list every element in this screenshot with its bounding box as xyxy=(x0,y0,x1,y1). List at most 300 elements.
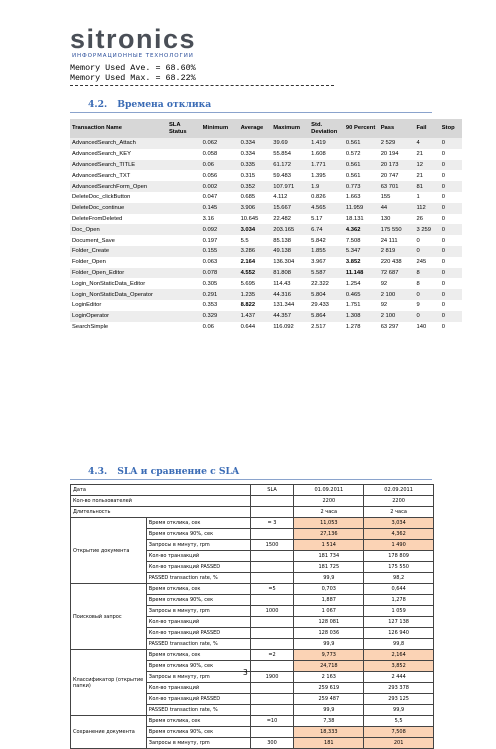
table-cell: 11.959 xyxy=(344,203,379,214)
table-cell: 3.967 xyxy=(309,257,344,268)
table-cell xyxy=(167,246,201,257)
table-cell: 3.034 xyxy=(239,224,272,235)
value-d1: 181 725 xyxy=(294,562,364,573)
column-header: Transaction Name xyxy=(70,119,167,138)
sla-value xyxy=(250,595,294,606)
metric-label: Кол-во транзакций xyxy=(146,617,250,628)
table-row xyxy=(70,311,462,322)
table-cell: 0.315 xyxy=(239,170,272,181)
table-cell: 0 xyxy=(440,192,462,203)
table-row xyxy=(71,518,434,529)
table-cell: 85.138 xyxy=(271,235,309,246)
sla-value: =5 xyxy=(250,584,294,595)
value-d1: 9,773 xyxy=(294,650,364,661)
table-cell: 2 100 xyxy=(379,289,415,300)
transaction-name: DeleteDoc_continue xyxy=(70,203,167,214)
table-cell: 22.482 xyxy=(271,214,309,225)
table-row xyxy=(70,214,462,225)
table-cell xyxy=(167,278,201,289)
table-row xyxy=(71,650,434,661)
table-cell xyxy=(167,224,201,235)
section-4-3-heading: 4.3. SLA и сравнение с SLA xyxy=(88,466,240,477)
table-cell: 107.971 xyxy=(271,181,309,192)
metric-label: Кол-во транзакций xyxy=(146,551,250,562)
table-cell: 15.667 xyxy=(271,203,309,214)
table-row xyxy=(70,138,462,149)
table-cell: 0 xyxy=(440,170,462,181)
table-cell: 0.305 xyxy=(201,278,239,289)
table-cell: 0.685 xyxy=(239,192,272,203)
table-cell: 39.69 xyxy=(271,138,309,149)
table-cell: 21 xyxy=(415,149,440,160)
table-cell: 220 438 xyxy=(379,257,415,268)
sla-value: 1900 xyxy=(250,672,294,683)
value-d1: 99,9 xyxy=(294,639,364,650)
transaction-name: Login_NonStaticData_Editor xyxy=(70,278,167,289)
metric-label: Кол-во транзакций PASSED xyxy=(146,694,250,705)
sla-value xyxy=(250,639,294,650)
table-cell: 61.172 xyxy=(271,160,309,171)
table-cell: 2 100 xyxy=(379,311,415,322)
table-cell: 20 194 xyxy=(379,149,415,160)
table-cell: 1.855 xyxy=(309,246,344,257)
table-cell: 29.433 xyxy=(309,300,344,311)
group-name: Сохранение документа xyxy=(71,716,147,749)
table-cell xyxy=(167,322,201,333)
table-row xyxy=(71,507,434,518)
value-d2: 99,9 xyxy=(364,705,434,716)
dashed-divider xyxy=(70,85,334,86)
table-cell: 0 xyxy=(440,235,462,246)
table-cell: 55.854 xyxy=(271,149,309,160)
table-row xyxy=(70,289,462,300)
table-cell: 0 xyxy=(440,181,462,192)
table-cell: 0.352 xyxy=(239,181,272,192)
table-cell: 4.362 xyxy=(344,224,379,235)
column-header: Std. Deviation xyxy=(309,119,344,138)
value-d2: 98,2 xyxy=(364,573,434,584)
sla-value: 1500 xyxy=(250,540,294,551)
column-header: Stop xyxy=(440,119,462,138)
table-cell: 8 xyxy=(415,268,440,279)
duration-label: Длительность xyxy=(71,507,251,518)
table-cell: 1.608 xyxy=(309,149,344,160)
table-row xyxy=(70,149,462,160)
table-cell: 0.826 xyxy=(309,192,344,203)
transaction-name: Doc_Open xyxy=(70,224,167,235)
table-cell xyxy=(167,170,201,181)
table-cell: 0 xyxy=(440,300,462,311)
table-cell: 0 xyxy=(440,257,462,268)
value-d2: 2,164 xyxy=(364,650,434,661)
page-number: 3 xyxy=(243,668,248,677)
value-d2: 3,034 xyxy=(364,518,434,529)
table-cell: 0.773 xyxy=(344,181,379,192)
value-d2: 2 444 xyxy=(364,672,434,683)
table-cell: 1.254 xyxy=(344,278,379,289)
table-cell: 5.864 xyxy=(309,311,344,322)
sla-value xyxy=(250,562,294,573)
table-cell: 92 xyxy=(379,300,415,311)
table-cell: 26 xyxy=(415,214,440,225)
sla-value: = 3 xyxy=(250,518,294,529)
table-row xyxy=(70,160,462,171)
table-cell: 63 297 xyxy=(379,322,415,333)
table-cell: 0 xyxy=(440,224,462,235)
metric-label: Время отклика 90%, сек xyxy=(146,727,250,738)
value-d1: 99,9 xyxy=(294,705,364,716)
table-cell: 2.517 xyxy=(309,322,344,333)
table-cell: 21 xyxy=(415,170,440,181)
value-d1: 27,136 xyxy=(294,529,364,540)
metric-label: Запросы в минуту, rpm xyxy=(146,540,250,551)
table-cell: 0 xyxy=(440,278,462,289)
table-cell: 20 747 xyxy=(379,170,415,181)
table-cell: 0.561 xyxy=(344,170,379,181)
table-cell xyxy=(167,149,201,160)
table-cell: 8.822 xyxy=(239,300,272,311)
table-cell: 5.804 xyxy=(309,289,344,300)
value-d1: 259 487 xyxy=(294,694,364,705)
value-d1: 0,703 xyxy=(294,584,364,595)
transaction-name: DeleteDoc_clickButton xyxy=(70,192,167,203)
table-cell: 0.06 xyxy=(201,322,239,333)
sla-value xyxy=(250,617,294,628)
sla-value xyxy=(250,694,294,705)
table-cell: 0.062 xyxy=(201,138,239,149)
table-row xyxy=(70,300,462,311)
metric-label: Кол-во транзакций PASSED xyxy=(146,562,250,573)
sla-value xyxy=(250,573,294,584)
table-cell: 0 xyxy=(440,149,462,160)
users-d1: 2200 xyxy=(294,496,364,507)
table-cell: 0.334 xyxy=(239,149,272,160)
metric-label: Запросы в минуту, rpm xyxy=(146,672,250,683)
table-cell: 0.465 xyxy=(344,289,379,300)
table-cell: 1.395 xyxy=(309,170,344,181)
table-cell: 0.058 xyxy=(201,149,239,160)
duration-d2: 2 часа xyxy=(364,507,434,518)
table-cell: 1.419 xyxy=(309,138,344,149)
table-cell: 0.561 xyxy=(344,160,379,171)
table-cell: 0 xyxy=(415,246,440,257)
sla-value xyxy=(250,727,294,738)
table-cell: 1 xyxy=(415,192,440,203)
table-cell xyxy=(167,160,201,171)
table-cell: 3.286 xyxy=(239,246,272,257)
value-d2: 1,278 xyxy=(364,595,434,606)
table-cell: 0 xyxy=(415,235,440,246)
response-time-table xyxy=(70,119,462,332)
table-row xyxy=(70,278,462,289)
transaction-name: Folder_Open_Editor xyxy=(70,268,167,279)
table-cell: 72 687 xyxy=(379,268,415,279)
sla-comparison-table xyxy=(70,484,434,749)
sla-header: SLA xyxy=(250,485,294,496)
table-row xyxy=(70,192,462,203)
table-cell: 131.344 xyxy=(271,300,309,311)
table-cell: 0.155 xyxy=(201,246,239,257)
table-cell xyxy=(167,138,201,149)
table-cell xyxy=(167,203,201,214)
table-cell: 0 xyxy=(440,289,462,300)
company-logo xyxy=(70,26,196,59)
value-d1: 1 067 xyxy=(294,606,364,617)
table-row xyxy=(70,224,462,235)
table-cell: 10.645 xyxy=(239,214,272,225)
table-cell: 3.16 xyxy=(201,214,239,225)
sla-value: =2 xyxy=(250,650,294,661)
metric-label: Время отклика 90%, сек xyxy=(146,595,250,606)
table-cell: 0.047 xyxy=(201,192,239,203)
column-header: SLA Status xyxy=(167,119,201,138)
table-cell: 0.561 xyxy=(344,138,379,149)
table-cell: 4.565 xyxy=(309,203,344,214)
metric-label: Время отклика, сек xyxy=(146,650,250,661)
table-cell: 0.056 xyxy=(201,170,239,181)
value-d2: 127 138 xyxy=(364,617,434,628)
table-row xyxy=(70,246,462,257)
table-cell: 1.437 xyxy=(239,311,272,322)
column-header: Pass xyxy=(379,119,415,138)
table-cell: 140 xyxy=(415,322,440,333)
table-cell: 0.092 xyxy=(201,224,239,235)
table-cell: 1.751 xyxy=(344,300,379,311)
table-cell xyxy=(167,181,201,192)
logo-wordmark: sitronics xyxy=(70,24,197,54)
table-cell: 4 xyxy=(415,138,440,149)
table-row xyxy=(70,257,462,268)
table-cell: 112 xyxy=(415,203,440,214)
table-cell: 116.092 xyxy=(271,322,309,333)
table-cell: 0.002 xyxy=(201,181,239,192)
table-row xyxy=(71,485,434,496)
transaction-name: AdvancedSearch_TXT xyxy=(70,170,167,181)
table-cell: 3.906 xyxy=(239,203,272,214)
table-cell: 8 xyxy=(415,278,440,289)
value-d2: 1 490 xyxy=(364,540,434,551)
value-d1: 128 081 xyxy=(294,617,364,628)
table-cell xyxy=(167,268,201,279)
value-d2: 4,362 xyxy=(364,529,434,540)
memory-average: Memory Used Ave. = 68.60% xyxy=(70,63,196,73)
table-cell: 0 xyxy=(440,203,462,214)
sla-value xyxy=(250,661,294,672)
value-d2: 99,8 xyxy=(364,639,434,650)
table-cell: 1.278 xyxy=(344,322,379,333)
group-name: Открытие документа xyxy=(71,518,147,584)
table-cell: 5.347 xyxy=(344,246,379,257)
table-row xyxy=(70,181,462,192)
value-d1: 1 514 xyxy=(294,540,364,551)
sla-value xyxy=(250,529,294,540)
users-d2: 2200 xyxy=(364,496,434,507)
transaction-name: Folder_Open xyxy=(70,257,167,268)
transaction-name: Folder_Create xyxy=(70,246,167,257)
table-cell: 0.291 xyxy=(201,289,239,300)
metric-label: Запросы в минуту, rpm xyxy=(146,738,250,749)
sla-value xyxy=(250,628,294,639)
table-cell xyxy=(167,311,201,322)
table-cell: 0 xyxy=(415,311,440,322)
table-row xyxy=(70,268,462,279)
table-cell: 49.138 xyxy=(271,246,309,257)
transaction-name: Login_NonStaticData_Operator xyxy=(70,289,167,300)
table-cell xyxy=(167,289,201,300)
value-d1: 11,053 xyxy=(294,518,364,529)
value-d2: 7,508 xyxy=(364,727,434,738)
metric-label: Время отклика, сек xyxy=(146,518,250,529)
group-name: Классификатор (открытие папки) xyxy=(71,650,147,716)
section-rule xyxy=(70,112,432,113)
table-cell: 44 xyxy=(379,203,415,214)
column-header: 90 Percent xyxy=(344,119,379,138)
table-cell: 1.235 xyxy=(239,289,272,300)
table-row xyxy=(70,203,462,214)
metric-label: PASSED transaction rate, % xyxy=(146,639,250,650)
sla-value xyxy=(250,705,294,716)
users-label: Кол-во пользователей xyxy=(71,496,251,507)
sla-value: 300 xyxy=(250,738,294,749)
table-cell: 2.164 xyxy=(239,257,272,268)
table-cell: 7.508 xyxy=(344,235,379,246)
table-cell: 1.771 xyxy=(309,160,344,171)
table-cell: 0 xyxy=(440,311,462,322)
table-cell: 5.587 xyxy=(309,268,344,279)
metric-label: PASSED transaction rate, % xyxy=(146,705,250,716)
table-cell xyxy=(167,192,201,203)
table-cell: 9 xyxy=(415,300,440,311)
table-cell: 1.9 xyxy=(309,181,344,192)
table-row xyxy=(70,170,462,181)
value-d1: 128 036 xyxy=(294,628,364,639)
table-cell: 1.663 xyxy=(344,192,379,203)
value-d2: 178 809 xyxy=(364,551,434,562)
table-cell: 44.357 xyxy=(271,311,309,322)
table-cell: 12 xyxy=(415,160,440,171)
table-cell: 0 xyxy=(440,246,462,257)
value-d2: 0,644 xyxy=(364,584,434,595)
table-cell: 11.148 xyxy=(344,268,379,279)
table-cell: 245 xyxy=(415,257,440,268)
value-d2: 126 940 xyxy=(364,628,434,639)
value-d1: 1,887 xyxy=(294,595,364,606)
table-cell: 2 529 xyxy=(379,138,415,149)
duration-d1: 2 часа xyxy=(294,507,364,518)
table-cell xyxy=(167,235,201,246)
table-cell xyxy=(167,300,201,311)
table-cell: 0.078 xyxy=(201,268,239,279)
column-header: Minimum xyxy=(201,119,239,138)
table-cell: 3 259 xyxy=(415,224,440,235)
table-cell: 136.304 xyxy=(271,257,309,268)
table-cell: 5.5 xyxy=(239,235,272,246)
table-row xyxy=(70,322,462,333)
table-cell: 81 xyxy=(415,181,440,192)
table-cell: 203.165 xyxy=(271,224,309,235)
section-rule xyxy=(70,479,432,480)
transaction-name: LoginOperator xyxy=(70,311,167,322)
transaction-name: AdvancedSearchForm_Open xyxy=(70,181,167,192)
value-d2: 3,852 xyxy=(364,661,434,672)
table-cell: 22.322 xyxy=(309,278,344,289)
value-d1: 2 163 xyxy=(294,672,364,683)
metric-label: Время отклика 90%, сек xyxy=(146,529,250,540)
table-cell: 0.329 xyxy=(201,311,239,322)
transaction-name: DeleteFromDeleted xyxy=(70,214,167,225)
transaction-name: SearchSimple xyxy=(70,322,167,333)
value-d1: 181 xyxy=(294,738,364,749)
table-cell: 0.334 xyxy=(239,138,272,149)
table-cell: 130 xyxy=(379,214,415,225)
table-cell: 0 xyxy=(440,138,462,149)
transaction-name: Document_Save xyxy=(70,235,167,246)
sla-value: =10 xyxy=(250,716,294,727)
table-row xyxy=(70,235,462,246)
transaction-name: AdvancedSearch_TITLE xyxy=(70,160,167,171)
group-name: Поисковый запрос xyxy=(71,584,147,650)
logo-subtitle: ИНФОРМАЦИОННЫЕ ТЕХНОЛОГИИ xyxy=(72,53,194,59)
transaction-name: AdvancedSearch_Attach xyxy=(70,138,167,149)
sla-value xyxy=(250,551,294,562)
table-cell: 3.852 xyxy=(344,257,379,268)
table-cell: 0 xyxy=(440,268,462,279)
metric-label: Время отклика 90%, сек xyxy=(146,661,250,672)
table-cell: 155 xyxy=(379,192,415,203)
table-cell: 5.842 xyxy=(309,235,344,246)
metric-label: Время отклика, сек xyxy=(146,584,250,595)
table-cell: 0.145 xyxy=(201,203,239,214)
value-d1: 259 619 xyxy=(294,683,364,694)
table-cell: 92 xyxy=(379,278,415,289)
value-d1: 181 734 xyxy=(294,551,364,562)
table-cell: 0 xyxy=(440,160,462,171)
table-cell: 18.131 xyxy=(344,214,379,225)
table-cell xyxy=(167,214,201,225)
value-d1: 7,38 xyxy=(294,716,364,727)
table-cell: 0.06 xyxy=(201,160,239,171)
table-cell: 1.308 xyxy=(344,311,379,322)
table-cell: 175 550 xyxy=(379,224,415,235)
table-cell: 0 xyxy=(415,289,440,300)
table-cell: 114.43 xyxy=(271,278,309,289)
table-cell: 4.112 xyxy=(271,192,309,203)
table-cell: 81.808 xyxy=(271,268,309,279)
date-1: 01.09.2011 xyxy=(294,485,364,496)
date-2: 02.09.2011 xyxy=(364,485,434,496)
table-cell xyxy=(167,257,201,268)
table-cell: 44.316 xyxy=(271,289,309,300)
metric-label: PASSED transaction rate, % xyxy=(146,573,250,584)
value-d2: 293 125 xyxy=(364,694,434,705)
table-cell: 4.552 xyxy=(239,268,272,279)
value-d1: 18,333 xyxy=(294,727,364,738)
table-cell: 20 173 xyxy=(379,160,415,171)
table-cell: 0.335 xyxy=(239,160,272,171)
table-row xyxy=(71,584,434,595)
table-cell: 0 xyxy=(440,322,462,333)
metric-label: Запросы в минуту, rpm xyxy=(146,606,250,617)
sla-value xyxy=(250,683,294,694)
transaction-name: AdvancedSearch_KEY xyxy=(70,149,167,160)
column-header: Fail xyxy=(415,119,440,138)
table-cell: 63 701 xyxy=(379,181,415,192)
table-cell: 2 819 xyxy=(379,246,415,257)
column-header: Maximum xyxy=(271,119,309,138)
table-cell: 59.483 xyxy=(271,170,309,181)
value-d1: 24,718 xyxy=(294,661,364,672)
column-header: Average xyxy=(239,119,272,138)
